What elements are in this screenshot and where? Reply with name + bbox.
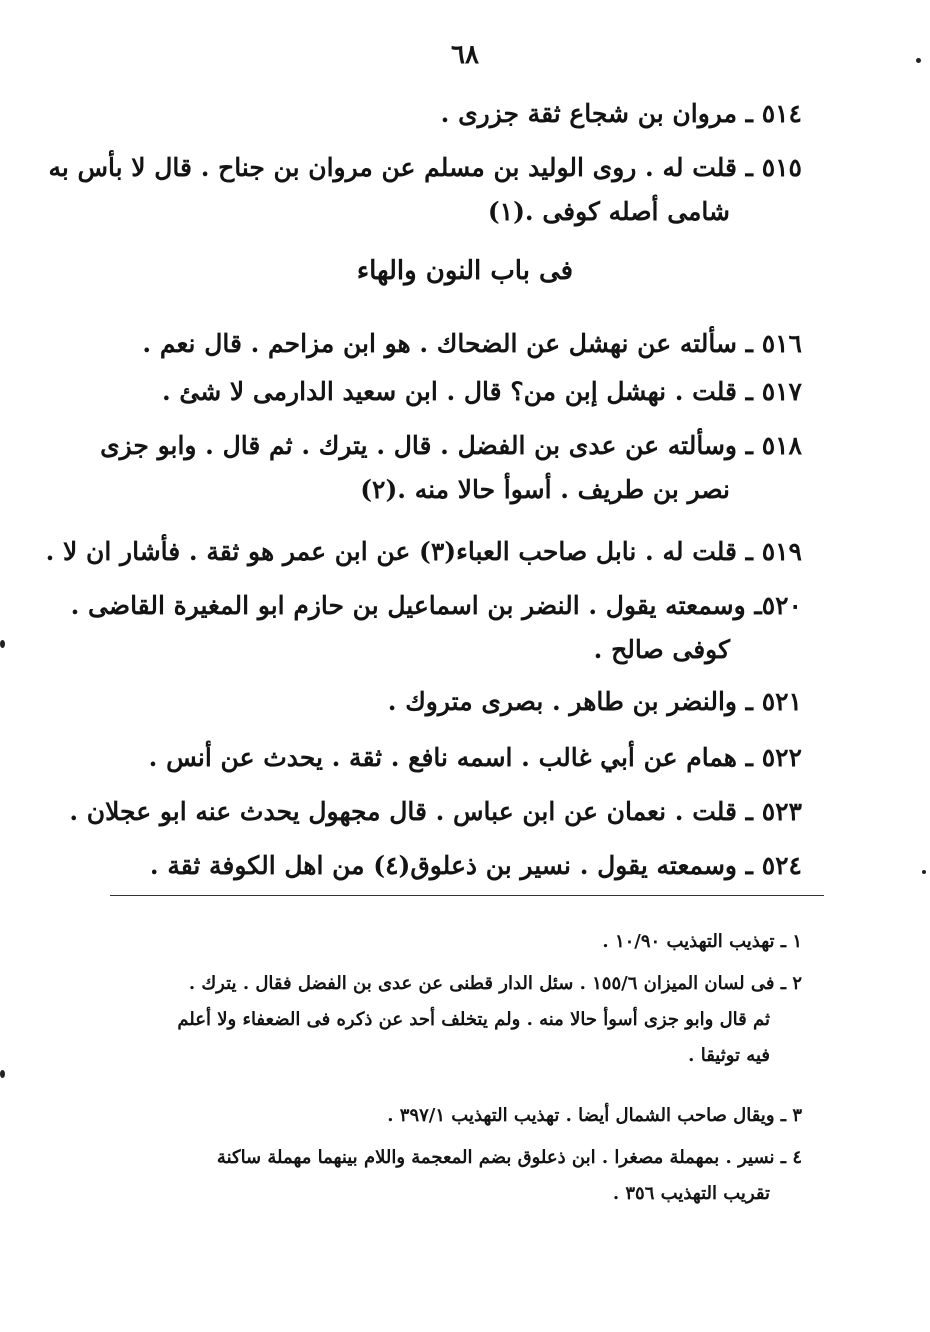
entry-line: ٥١٦ ـ سألته عن نهشل عن الضحاك . هو ابن مزاحم . قال نعم . [142, 329, 802, 358]
footnote-line-continued: فيه توثيقا . [688, 1045, 770, 1066]
entry-line: ٥١٥ ـ قلت له . روى الوليد بن مسلم عن مروان بن جناح . قال لا بأس به [48, 153, 802, 182]
entry-517 [102, 370, 802, 414]
footnote-line: ٢ ـ فى لسان الميزان ١٥٥/٦ . سئل الدار قطنى عن عدى بن الفضل فقال . يترك . [188, 973, 802, 994]
footnote-line: ١ ـ تهذيب التهذيب ١٠/٩٠ . [602, 931, 802, 952]
entry-line: ٥١٤ ـ مروان بن شجاع ثقة جزرى . [440, 99, 802, 128]
margin-mark [916, 58, 921, 63]
page-number: ٦٨ [451, 40, 479, 70]
entry-515 [48, 146, 802, 234]
entry-line-continued: نصر بن طريف . أسوأ حالا منه .(٢) [360, 475, 730, 504]
entry-522 [102, 736, 802, 780]
entry-line: ٥١٩ ـ قلت له . نابل صاحب العباء(٣) عن ابن عمر هو ثقة . فأشار ان لا . [45, 537, 802, 566]
entry-line-continued: كوفى صالح . [593, 635, 730, 664]
entry-523 [69, 790, 802, 834]
entry-line: ٥١٧ ـ قلت . نهشل إبن من؟ قال . ابن سعيد الدارمى لا شئ . [161, 377, 802, 406]
entry-514 [102, 92, 802, 136]
footnote-4 [102, 1140, 802, 1212]
section-heading: فى باب النون والهاء [356, 256, 574, 286]
entry-518 [102, 424, 802, 512]
entry-line: ٥٢١ ـ والنضر بن طاهر . بصرى متروك . [387, 687, 802, 716]
entry-524 [102, 844, 802, 888]
entry-line: ٥٢٢ ـ همام عن أبي غالب . اسمه نافع . ثقة . يحدث عن أنس . [148, 743, 802, 772]
margin-mark [0, 1070, 5, 1078]
footnote-line: ٤ ـ نسير . بمهملة مصغرا . ابن ذعلوق بضم المعجمة واللام بينهما مهملة ساكنة [216, 1147, 802, 1168]
footnote-line: ٣ ـ ويقال صاحب الشمال أيضا . تهذيب التهذيب ٣٩٧/١ . [387, 1105, 802, 1126]
footnote-3 [102, 1098, 802, 1134]
footnote-line-continued: ثم قال وابو جزى أسوأ حالا منه . ولم يتخلف أحد عن ذكره فى الضعفاء ولا أعلم [177, 1009, 770, 1030]
entry-521 [102, 680, 802, 724]
entry-line: ٥٢٤ ـ وسمعته يقول . نسير بن ذعلوق(٤) من اهل الكوفة ثقة . [149, 851, 802, 880]
footnote-line-continued: تقريب التهذيب ٣٥٦ . [612, 1183, 770, 1204]
entry-516 [102, 322, 802, 366]
margin-mark [922, 870, 926, 874]
margin-mark [0, 640, 5, 648]
footnote-2 [102, 966, 802, 1074]
entry-line: ٥١٨ ـ وسألته عن عدى بن الفضل . قال . يترك . ثم قال . وابو جزى [100, 431, 802, 460]
entry-520 [70, 584, 802, 672]
footnote-1 [102, 924, 802, 960]
entry-519 [45, 530, 802, 574]
footnote-separator [110, 895, 824, 896]
entry-line-continued: شامى أصله كوفى .(١) [487, 197, 730, 226]
entry-line: ٥٢٣ ـ قلت . نعمان عن ابن عباس . قال مجهول يحدث عنه ابو عجلان . [69, 797, 802, 826]
entry-line: ٥٢٠ـ وسمعته يقول . النضر بن اسماعيل بن حازم ابو المغيرة القاضى . [70, 591, 802, 620]
